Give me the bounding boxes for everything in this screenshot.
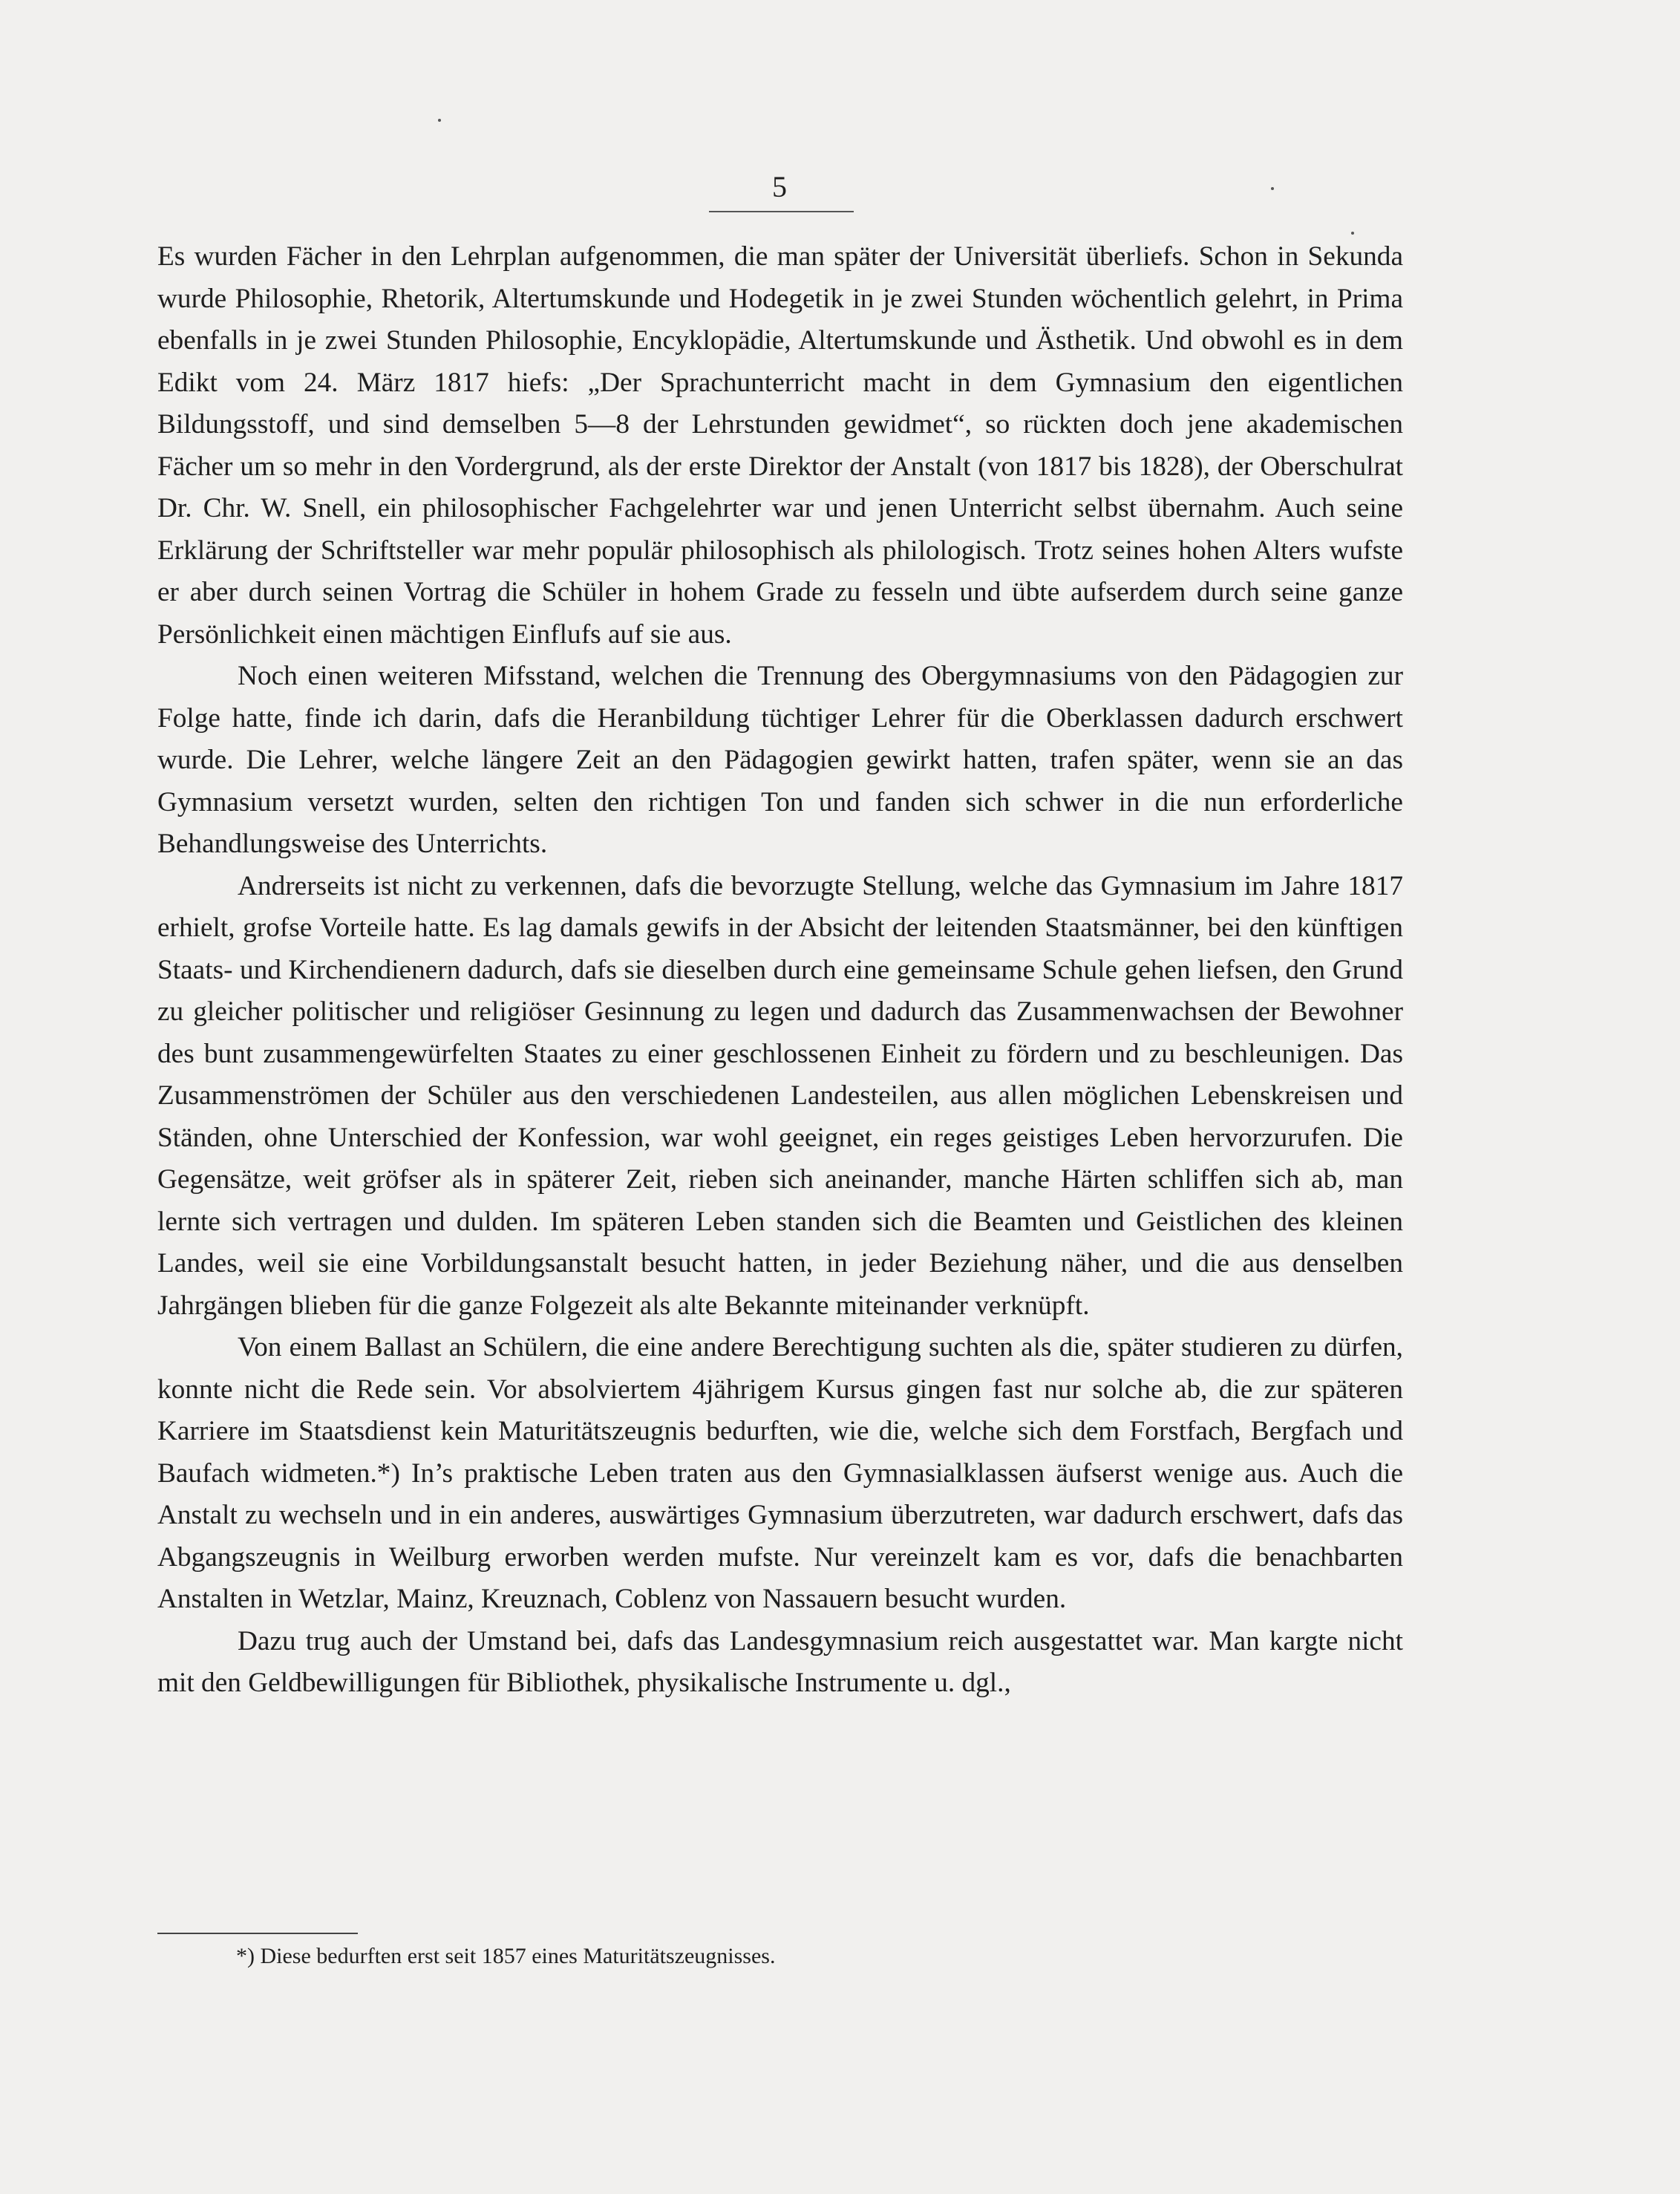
page-number-rule xyxy=(709,211,854,212)
scan-speck xyxy=(438,119,441,122)
scan-speck xyxy=(1351,232,1354,235)
paragraph-5: Dazu trug auch der Umstand bei, dafs das Landesgymnasium reich ausgestattet war. Man kargte nicht mit den Geldbewilligungen für Bibliothek, physikalische Instrumente u. dgl., xyxy=(157,1625,1403,1698)
scan-speck xyxy=(1271,187,1274,190)
body-text xyxy=(157,236,1403,1705)
paragraph-4: Von einem Ballast an Schülern, die eine andere Berechtigung suchten als die, später studieren zu dürfen, konnte nicht die Rede sein. Vor absolviertem 4jährigem Kursus gingen fast nur solche ab, die zur späteren Karriere im Staatsdienst kein Maturitätszeugnis bedurften, wie die, welche sich dem Forstfach, Bergfach und Baufach widmeten.*) In’s praktische Leben traten aus den Gymnasialklassen äufserst wenige aus. Auch die Anstalt zu wechseln und in ein anderes, auswärtiges Gymnasium überzutreten, war dadurch erschwert, dafs das Abgangszeugnis in Weilburg erworben werden mufste. Nur vereinzelt kam es vor, dafs die benachbarten Anstalten in Wetzlar, Mainz, Kreuznach, Coblenz von Nassauern besucht wurden. xyxy=(157,1332,1403,1614)
page-number: 5 xyxy=(772,170,787,203)
paragraph-1: Es wurden Fächer in den Lehrplan aufgenommen, die man später der Universität überliefs. Schon in Sekunda wurde Philosophie, Rhetorik, Altertumskunde und Hodegetik in je zwei Stunden wöchentlich gelehrt, in Prima ebenfalls in je zwei Stunden Philosophie, Encyklopädie, Altertumskunde und Ästhetik. Und obwohl es in dem Edikt vom 24. März 1817 hiefs: „Der Sprachunterricht macht in dem Gymnasium den eigentlichen Bildungsstoff, und sind demselben 5—8 der Lehrstunden gewidmet“, so rückten doch jene akademischen Fächer um so mehr in den Vordergrund, als der erste Direktor der Anstalt (von 1817 bis 1828), der Oberschulrat Dr. Chr. W. Snell, ein philosophischer Fachgelehrter war und jenen Unterricht selbst übernahm. Auch seine Erklärung der Schriftsteller war mehr populär philosophisch als philologisch. Trotz seines hohen Alters wufste er aber durch seinen Vortrag die Schüler in hohem Grade zu fesseln und übte aufserdem durch seine ganze Persönlichkeit einen mächtigen Einflufs auf sie aus. xyxy=(157,241,1403,650)
footnote-rule xyxy=(157,1933,358,1934)
paragraph-3: Andrerseits ist nicht zu verkennen, dafs die bevorzugte Stellung, welche das Gymnasium im Jahre 1817 erhielt, grofse Vorteile hatte. Es lag damals gewifs in der Absicht der leitenden Staatsmänner, bei den künftigen Staats- und Kirchendienern dadurch, dafs sie dieselben durch eine gemeinsame Schule gehen liefsen, den Grund zu gleicher politischer und religiöser Gesinnung zu legen und dadurch das Zusammenwachsen der Bewohner des bunt zusammengewürfelten Staates zu einer geschlossenen Einheit zu fördern und zu beschleunigen. Das Zusammenströmen der Schüler aus den verschiedenen Landesteilen, aus allen möglichen Lebenskreisen und Ständen, ohne Unterschied der Konfession, war wohl geeignet, ein reges geistiges Leben hervorzurufen. Die Gegensätze, weit gröfser als in späterer Zeit, rieben sich aneinander, manche Härten schliffen sich ab, man lernte sich vertragen und dulden. Im späteren Leben standen sich die Beamten und Geistlichen des kleinen Landes, weil sie eine Vorbildungsanstalt besucht hatten, in jeder Beziehung näher, und die aus denselben Jahrgängen blieben für die ganze Folgezeit als alte Bekannte miteinander verknüpft. xyxy=(157,870,1403,1321)
paragraph-2: Noch einen weiteren Mifsstand, welchen die Trennung des Obergymnasiums von den Pädagogien zur Folge hatte, finde ich darin, dafs die Heranbildung tüchtiger Lehrer für die Oberklassen dadurch erschwert wurde. Die Lehrer, welche längere Zeit an den Pädagogien gewirkt hatten, trafen später, wenn sie an das Gymnasium versetzt wurden, selten den richtigen Ton und fanden sich schwer in die nun erforderliche Behandlungsweise des Unterrichts. xyxy=(157,661,1403,859)
footnote: *) Diese bedurften erst seit 1857 eines Maturitätszeugnisses. xyxy=(236,1944,776,1968)
